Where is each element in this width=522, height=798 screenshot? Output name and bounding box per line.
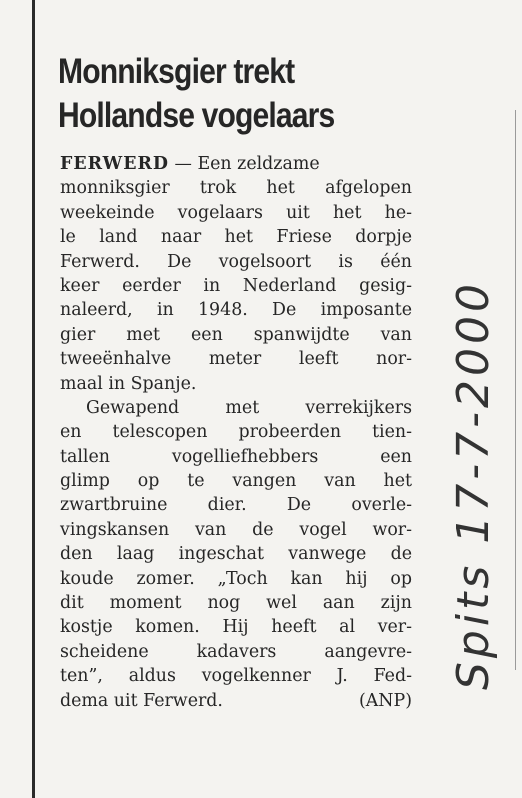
article-line-text: dema uit Ferwerd. <box>60 690 223 711</box>
article-line: en telescopen probeerden tien- <box>60 422 412 443</box>
article-line: vingskansen van de vogel wor- <box>60 519 412 540</box>
article-line: dit moment nog wel aan zijn <box>60 593 412 614</box>
article-line <box>60 152 412 176</box>
article-line: tallen vogelliefhebbers een <box>60 446 412 467</box>
article-line: naleerd, in 1948. De imposante <box>60 300 412 321</box>
clipping-edge <box>515 110 516 670</box>
article-line: koude zomer. „Toch kan hij op <box>60 568 412 589</box>
article-line: kostje komen. Hij heeft al ver- <box>60 617 412 638</box>
news-agency-credit: (ANP) <box>358 690 412 711</box>
article-line: den laag ingeschat vanwege de <box>60 544 412 565</box>
article-line: Ferwerd. De vogelsoort is één <box>60 251 412 272</box>
article-line: monniksgier trok het afgelopen <box>60 178 412 199</box>
article-line: scheidene kadavers aangevre- <box>60 641 412 662</box>
article-line: Gewapend met verrekijkers <box>86 397 412 418</box>
article-line-text: — Een zeldzame <box>169 154 320 174</box>
article-line: weekeinde vogelaars uit het he- <box>60 202 412 223</box>
article-line: zwartbruine dier. De overle- <box>60 495 412 516</box>
article-line: tweeënhalve meter leeft nor- <box>60 349 412 370</box>
article-line: glimp op te vangen van het <box>60 471 412 492</box>
article-line: le land naar het Friese dorpje <box>60 227 412 248</box>
article-line: ten”, aldus vogelkenner J. Fed- <box>60 666 412 687</box>
column-rule <box>32 0 35 798</box>
headline-line-2: Hollandse vogelaars <box>58 96 335 135</box>
headline-line-1: Monniksgier trekt <box>58 52 295 91</box>
article-body <box>60 152 412 713</box>
article-line: keer eerder in Nederland gesig- <box>60 275 412 296</box>
article-line: gier met een spanwijdte van <box>60 324 412 345</box>
headline <box>58 50 334 138</box>
article-line: maal in Spanje. <box>60 373 197 394</box>
handwritten-annotation: Spits 17-7-2000 <box>448 280 499 690</box>
dateline: FERWERD <box>60 154 169 174</box>
article-line <box>60 689 412 713</box>
